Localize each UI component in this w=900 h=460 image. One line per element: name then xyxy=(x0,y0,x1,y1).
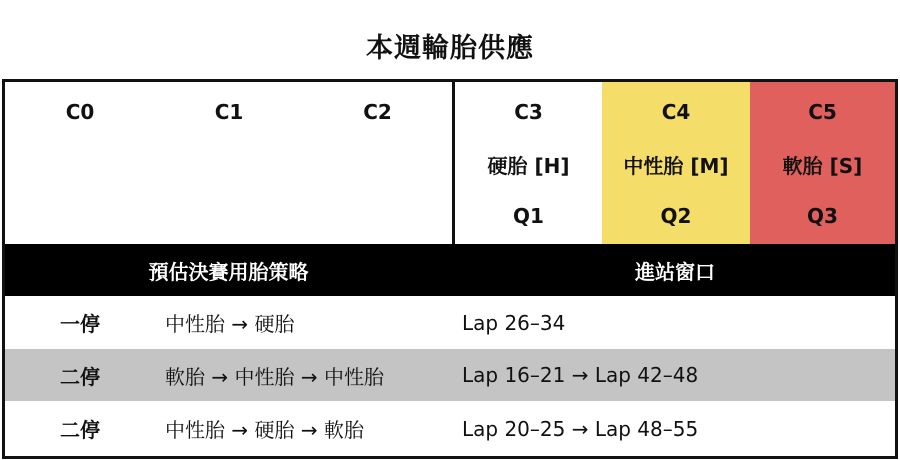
strategy-stops: 一停 xyxy=(60,312,100,336)
compound-code-c4: C4 xyxy=(661,100,691,124)
pit-window-header: 進站窗口 xyxy=(635,259,715,284)
strategy-tyres: 軟胎 → 中性胎 → 中性胎 xyxy=(165,364,384,389)
strategy-window: Lap 16–21 → Lap 42–48 xyxy=(462,363,699,387)
strategy-tyres: 中性胎 → 硬胎 xyxy=(165,312,295,336)
quali-label-c4: Q2 xyxy=(660,204,692,228)
compound-code-c1: C1 xyxy=(214,100,244,124)
quali-label-c3: Q1 xyxy=(513,204,544,228)
compound-type-c5: 軟胎 [S] xyxy=(782,153,863,178)
strategy-window: Lap 20–25 → Lap 48–55 xyxy=(462,416,699,441)
compound-type-c4: 中性胎 [M] xyxy=(623,153,729,178)
strategy-stops: 二停 xyxy=(60,364,100,389)
compound-code-c5: C5 xyxy=(808,100,837,124)
quali-label-c5: Q3 xyxy=(807,204,838,228)
page-title: 本週輪胎供應 xyxy=(366,33,534,64)
strategy-tyres: 中性胎 → 硬胎 → 軟胎 xyxy=(165,418,364,442)
compound-code-c0: C0 xyxy=(65,100,95,124)
compound-type-c3: 硬胎 [H] xyxy=(487,153,570,178)
strategy-stops: 二停 xyxy=(60,418,100,442)
tyre-table xyxy=(2,79,898,459)
compound-code-c3: C3 xyxy=(514,100,543,124)
strategy-header: 預估決賽用胎策略 xyxy=(148,259,309,284)
compound-code-c2: C2 xyxy=(363,100,392,124)
strategy-window: Lap 26–34 xyxy=(462,310,566,335)
column-divider xyxy=(452,82,455,244)
